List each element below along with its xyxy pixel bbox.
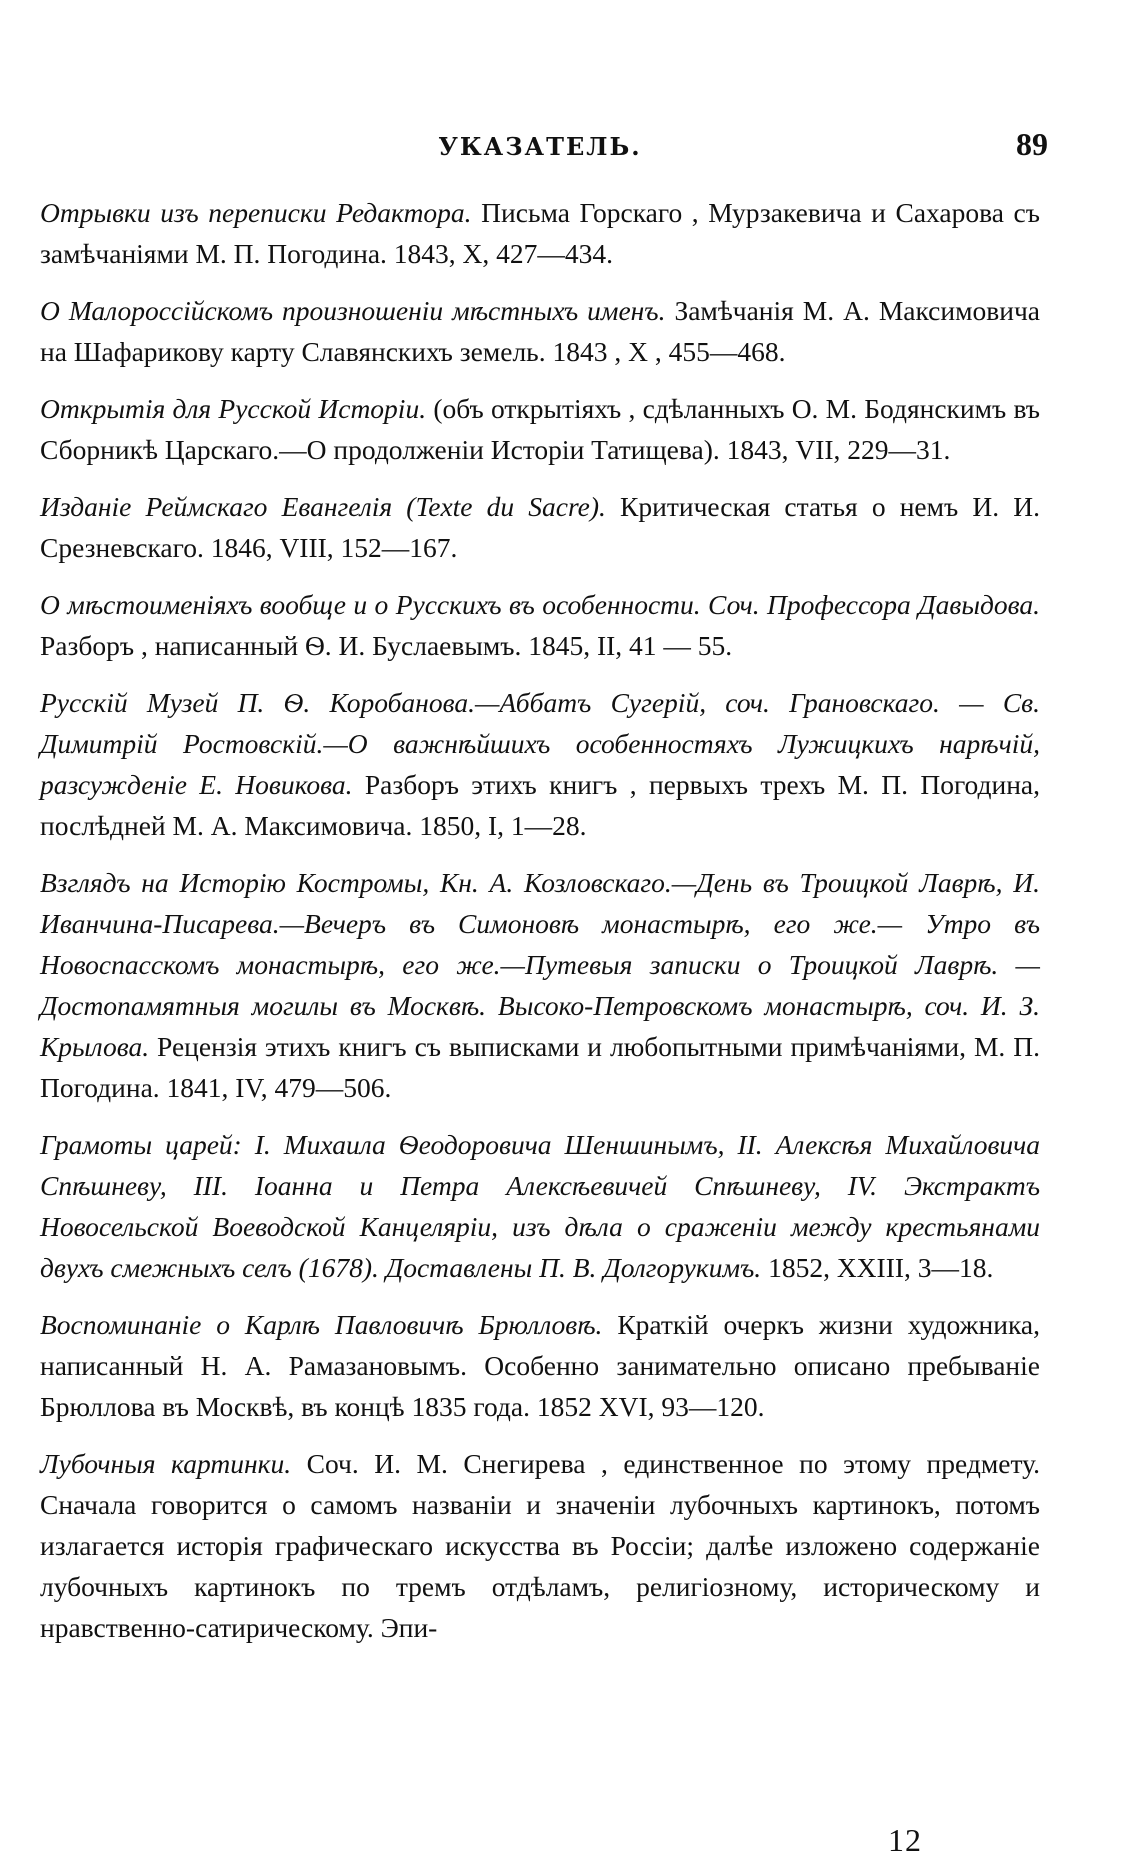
- index-entry: [40, 290, 1040, 372]
- entry-text: (объ открытіяхъ , сдѣланныхъ О. М. Бодянскимъ въ Сборникѣ Царскаго.—О продолженіи Исторіи Татищева). 1843, VII, 229—31.: [40, 393, 1041, 465]
- entry-text: Разборъ этихъ книгъ , первыхъ трехъ М. П. Погодина, послѣдней М. А. Максимовича. 1850, I, 1—28.: [40, 769, 1040, 841]
- page-number: 89: [1016, 126, 1048, 162]
- entry-text: Краткій очеркъ жизни художника, написанный Н. А. Рамазановымъ. Особенно занимательно описано пребываніе Брюллова въ Москвѣ, въ концѣ 1835 года. 1852 XVI, 93—120.: [40, 1309, 1040, 1422]
- index-entry: [40, 1443, 1040, 1648]
- entry-title: Русскій Музей П. Ѳ. Коробанова.—Аббатъ Сугерій, соч. Грановскаго. — Св. Димитрій Ростовскій.—О важнѣйшихъ особенностяхъ Лужицкихъ нарѣчій, разсужденіе Е. Новикова.: [40, 687, 1040, 800]
- signature-mark: 12: [888, 1822, 922, 1858]
- entry-text: Рецензія этихъ книгъ съ выписками и любопытными примѣчаніями, М. П. Погодина. 1841, IV, 479—506.: [40, 1031, 1040, 1103]
- entry-title: Отрывки изъ переписки Редактора.: [40, 197, 472, 228]
- entry-title: О мѣстоименіяхъ вообще и о Русскихъ въ особенности. Соч. Профессора Давыдова.: [40, 589, 1040, 620]
- index-entry: [40, 486, 1040, 568]
- page-header: [40, 122, 1048, 172]
- index-entry: [40, 584, 1040, 666]
- index-entry: [40, 682, 1040, 846]
- index-entry: [40, 862, 1040, 1108]
- index-entry: [40, 388, 1040, 470]
- entry-text: 1852, XXIII, 3—18.: [761, 1252, 994, 1283]
- entry-text: Соч. И. М. Снегирева , единственное по этому предмету. Сначала говорится о самомъ названіи и значеніи лубочныхъ картинокъ, потомъ излагается исторія графическаго искусства въ Россіи; далѣе изложено содержаніе лубочныхъ картинокъ по тремъ отдѣламъ, религіозному, историческому и нравственно-сатирическому. Эпи-: [40, 1448, 1040, 1643]
- entry-text: Замѣчанія М. А. Максимовича на Шафарикову карту Славянскихъ земель. 1843 , X , 455—468.: [40, 295, 1040, 367]
- entry-title: Открытія для Русской Исторіи.: [40, 393, 427, 424]
- index-entry: [40, 1304, 1040, 1427]
- entry-title: Изданіе Реймскаго Евангелія (Texte du Sacre).: [40, 491, 606, 522]
- entry-title: Взглядъ на Исторію Костромы, Кн. А. Козловскаго.—День въ Троицкой Лаврѣ, И. Иванчина-Писарева.—Вечеръ въ Симоновѣ монастырѣ, его же.— Утро въ Новоспасскомъ монастырѣ, его же.—Путевыя записки о Троицкой Лаврѣ. — Достопамятныя могилы въ Москвѣ. Высоко-Петровскомъ монастырѣ, соч. И. З. Крылова.: [40, 867, 1040, 1062]
- index-entries: [40, 192, 1040, 1648]
- entry-title: Воспоминаніе о Карлѣ Павловичѣ Брюлловѣ.: [40, 1309, 603, 1340]
- entry-text: Критическая статья о немъ И. И. Срезневскаго. 1846, VIII, 152—167.: [40, 491, 1040, 563]
- entry-title: Грамоты царей: I. Михаила Ѳеодоровича Шеншинымъ, II. Алексѣя Михайловича Спѣшневу, III. Іоанна и Петра Алексѣевичей Спѣшневу, IV. Экстрактъ Новосельской Воеводской Канцеляріи, изъ дѣла о сраженіи между крестьянами двухъ смежныхъ селъ (1678). Доставлены П. В. Долгорукимъ.: [40, 1129, 1040, 1283]
- entry-title: Лубочныя картинки.: [40, 1448, 292, 1479]
- running-title: УКАЗАТЕЛЬ.: [438, 132, 642, 161]
- index-entry: [40, 1124, 1040, 1288]
- index-entry: [40, 192, 1040, 274]
- document-page: [40, 122, 1048, 1858]
- entry-text: Письма Горскаго , Мурзакевича и Сахарова съ замѣчаніями М. П. Погодина. 1843, X, 427—434.: [40, 197, 1040, 269]
- entry-text: Разборъ , написанный Ѳ. И. Буслаевымъ. 1845, II, 41 — 55.: [40, 630, 733, 661]
- entry-title: О Малороссійскомъ произношеніи мѣстныхъ именъ.: [40, 295, 666, 326]
